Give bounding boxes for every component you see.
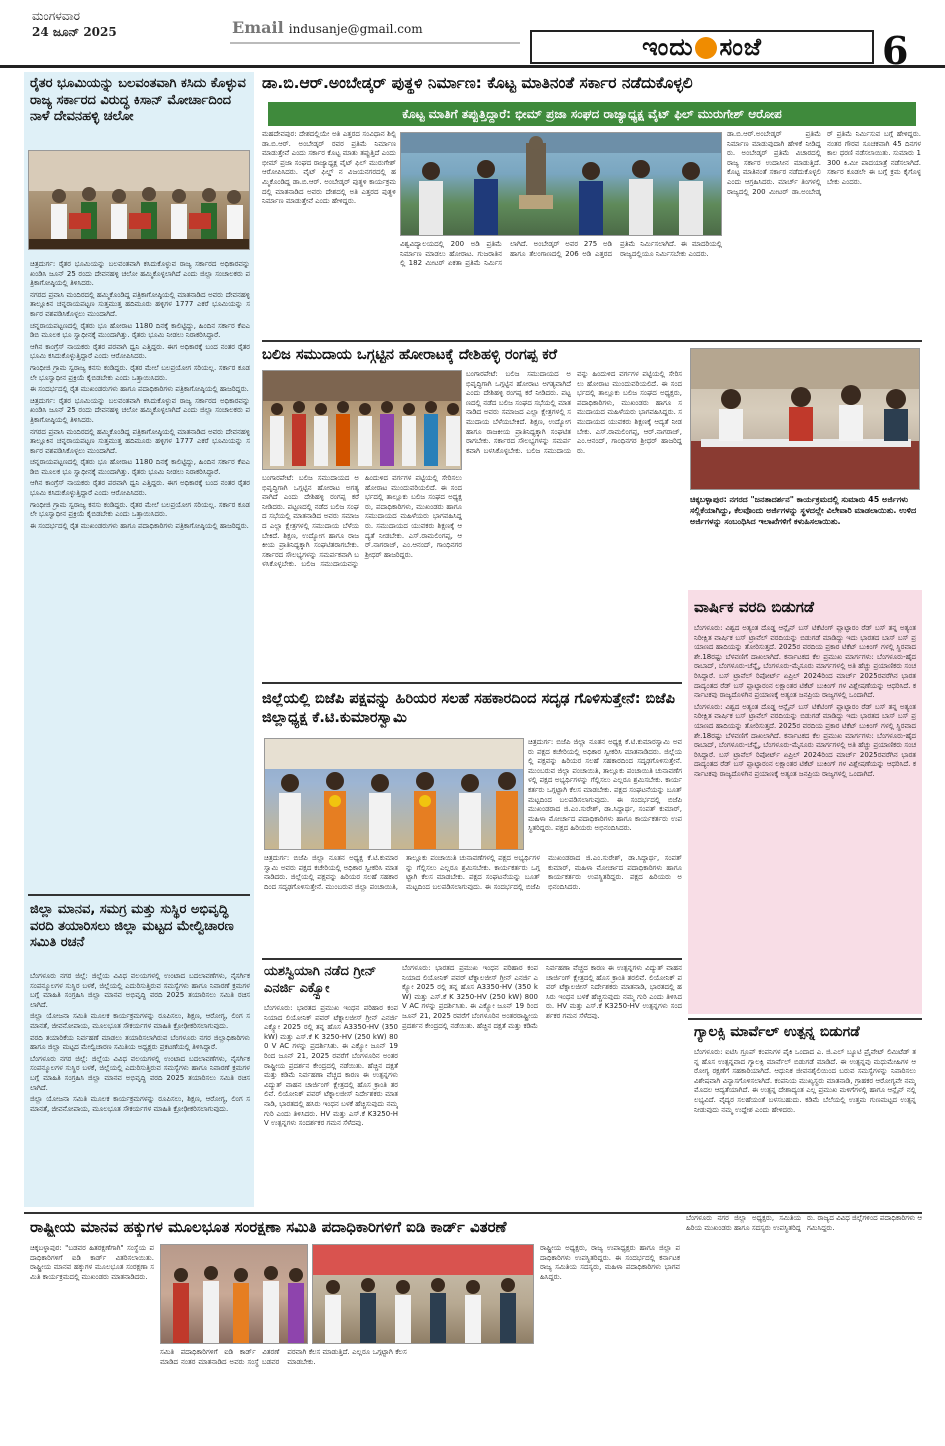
email-line	[232, 18, 423, 37]
story1-paragraph: ಚಿತ್ರದುರ್ಗ: ರೈತರ ಭೂಮಿಯನ್ನು ಬಲವಂತವಾಗಿ ಕಸಿದುಕೊಳ್ಳುವ ರಾಜ್ಯ ಸರ್ಕಾರದ ಅಧಿಕಾರವನ್ನು ಖಂಡಿಸಿ ಜೂನ್ 25 ರಂದು ದೇವನಹಳ್ಳಿ ಚಲೋ ಹಮ್ಮಿಕೊಳ್ಳಲಾಗಿದೆ ಎಂದು ಜಿಲ್ಲಾ ಸಂಚಾಲಕರು ಪತ್ರಿಕಾಗೋಷ್ಠಿಯಲ್ಲಿ ತಿಳಿಸಿದರು.	[30, 260, 250, 288]
story2-paragraph: ಬೆಂಗಳೂರು ನಗರ ಜಿಲ್ಲೆ: ಜಿಲ್ಲೆಯ ವಿವಿಧ ವಲಯಗಳಲ್ಲಿ ಉಂಟಾದ ಬದಲಾವಣೆಗಳು, ನೈಸರ್ಗಿಕ ಸಂಪನ್ಮೂಲಗಳ ಸುಸ್ಥಿರ ಬಳಕೆ, ಜಿಲ್ಲೆಯಲ್ಲಿ ಎದುರಿಸುತ್ತಿರುವ ಸಮಸ್ಯೆಗಳು ಹಾಗೂ ನಿವಾರಣೆ ಕ್ರಮಗಳ ಬಗ್ಗೆ ಮಾಹಿತಿ ಸಂಗ್ರಹಿಸಿ ಜಿಲ್ಲಾ ಮಾನವ ಅಭಿವೃದ್ಧಿ ವರದಿ 2025 ತಯಾರಿಸಲು ಸಮಿತಿ ರಚಿಸಲಾಗಿದೆ.	[30, 1054, 250, 1092]
story4-photo	[262, 370, 462, 470]
story1-paragraph: ಈ ಸಂದರ್ಭದಲ್ಲಿ ರೈತ ಮುಖಂಡರುಗಳು ಹಾಗೂ ಪದಾಧಿಕಾರಿಗಳು ಪತ್ರಿಕಾಗೋಷ್ಠಿಯಲ್ಲಿ ಹಾಜರಿದ್ದರು.	[30, 385, 249, 394]
story3-col3: ಡಾ.ಬಿ.ಆರ್.ಅಂಬೇಡ್ಕರ್ ಪ್ರತಿಮೆ ನಿರ್ಮಾಣ ಮಾಡುವುದಾಗಿ ಹೇಳಿಕೆ ನೀಡಿದ್ದರು. ಅಂಬೇಡ್ಕರ್ ಪ್ರತಿಮೆ ವಿಚಾರದಲ್ಲಿ ರಾಜ್ಯ ಸರ್ಕಾರ ಉದಾಸೀನ ಮಾಡುತ್ತಿದೆ. ಕೊಟ್ಟ ಮಾತಿನಂತೆ ಸರ್ಕಾರ ನಡೆದುಕೊಳ್ಳಲಿ ಎಂದು ಆಗ್ರಹಿಸಿದರು. ಮಾರ್ಚ್ ತಿಂಗಳಲ್ಲಿ ರಾಜ್ಯದಲ್ಲಿ 200 ಮೀಟರ್ ಡಾ.ಅಂಬೇಡ್ಕರ್ ಪ್ರತಿಮೆ ನಿರ್ಮಿಸುವ ಬಗ್ಗೆ ಹೇಳಿದ್ದರು. ನಂತರ ಗೌರವ ಸೂಚಕವಾಗಿ 45 ದಿನಗಳ ಕಾಲ ಧರಣಿ ನಡೆಸಲಾಯಿತು. ಸುಮಾರು 1300 ಕಿ.ಮೀ ಪಾದಯಾತ್ರೆ ನಡೆಸಲಾಗಿದೆ. ಸರ್ಕಾರ ಕೂಡಲೇ ಈ ಬಗ್ಗೆ ಕ್ರಮ ಕೈಗೊಳ್ಳಬೇಕು ಎಂದರು.	[727, 130, 921, 196]
logo-text-left: ಇಂದು	[642, 33, 694, 61]
story6-headline: ಜಿಲ್ಲೆಯಲ್ಲಿ ಬಿಜೆಪಿ ಪಕ್ಷವನ್ನು ಹಿರಿಯರ ಸಲಹೆ ಸಹಕಾರದಿಂದ ಸದೃಢ ಗೊಳಿಸುತ್ತೇನೆ: ಬಿಜೆಪಿ ಜಿಲ್ಲಾಧ್ಯಕ್ಷ ಕೆ.ಟಿ.ಕುಮಾರಸ್ವಾಮಿ	[262, 691, 675, 726]
story5-photo	[690, 348, 920, 490]
story3-col1: ಮಹದೇವಪುರ: ದೇಶದಲ್ಲಿಯೇ ಅತಿ ಎತ್ತರದ ಸಂವಿಧಾನ ಶಿಲ್ಪಿ ಡಾ.ಬಿ.ಆರ್. ಅಂಬೇಡ್ಕರ್ ರವರ ಪ್ರತಿಮೆ ನಿರ್ಮಾಣ ಮಾಡುತ್ತೇವೆ ಎಂದು ಸರ್ಕಾರ ಕೊಟ್ಟ ಮಾತು ತಪ್ಪುತ್ತಿದೆ ಎಂದು ಭೀಮ್ ಪ್ರಜಾ ಸಂಘದ ರಾಜ್ಯಾಧ್ಯಕ್ಷ ವೈಟ್ ಫಿಲ್ ಮುರುಗೇಶ್ ಆರೋಪಿಸಿದರು. ವೈಟ್ ಫಿಲ್ಡ್ ನ ವಿಜಯನಗರದಲ್ಲಿ ಹಮ್ಮಿಕೊಂಡಿದ್ದ ಡಾ.ಬಿ.ಆರ್. ಅಂಬೇಡ್ಕರ್ ಪುತ್ಥಳಿ ಕಾರ್ಯಕ್ರಮದಲ್ಲಿ ಮಾತನಾಡಿದ ಅವರು ದೇಶದಲ್ಲಿ ಅತಿ ಎತ್ತರದ ಪುತ್ಥಳಿ ನಿರ್ಮಾಣ ಮಾಡುತ್ತೇವೆ ಎಂದು ಹೇಳಿದ್ದರು.	[262, 130, 396, 206]
divider	[262, 340, 922, 342]
story8-headline: ವಾರ್ಷಿಕ ವರದಿ ಬಿಡುಗಡೆ	[694, 598, 815, 616]
divider	[688, 1018, 922, 1020]
email-address: indusanje@gmail.com	[288, 22, 423, 36]
story5-caption: ಚಿಕ್ಕಬಳ್ಳಾಪುರ: ನಗರದ "ಜನತಾದರ್ಶನ" ಕಾರ್ಯಕ್ರಮದಲ್ಲಿ ಸುಮಾರು 45 ಅರ್ಜಿಗಳು ಸಲ್ಲಿಕೆಯಾಗಿದ್ದು, ಕೆಲವೊಂದು ಅರ್ಜಿಗಳನ್ನು ಸ್ಥಳದಲ್ಲೇ ವಿಲೇವಾರಿ ಮಾಡಲಾಯಿತು. ಉಳಿದ ಅರ್ಜಿಗಳನ್ನು ಸಂಬಂಧಿಸಿದ ಇಲಾಖೆಗಳಿಗೆ ಕಳುಹಿಸಲಾಯಿತು.	[690, 495, 917, 526]
story6-body-bottom: ಚಿತ್ರದುರ್ಗ: ಬಿಜೆಪಿ ಜಿಲ್ಲಾ ನೂತನ ಅಧ್ಯಕ್ಷ ಕೆ.ಟಿ.ಕುಮಾರಸ್ವಾಮಿ ಅವರು ಪಕ್ಷದ ಕಚೇರಿಯಲ್ಲಿ ಅಧಿಕಾರ ಸ್ವೀಕರಿಸಿ ಮಾತನಾಡಿದರು. ಜಿಲ್ಲೆಯಲ್ಲಿ ಪಕ್ಷವನ್ನು ಹಿರಿಯರ ಸಲಹೆ ಸಹಕಾರದಿಂದ ಸದೃಢಗೊಳಿಸುತ್ತೇನೆ. ಮುಂಬರುವ ಜಿಲ್ಲಾ ಪಂಚಾಯಿತಿ, ತಾಲ್ಲೂಕು ಪಂಚಾಯಿತಿ ಚುನಾವಣೆಗಳಲ್ಲಿ ಪಕ್ಷದ ಅಭ್ಯರ್ಥಿಗಳನ್ನು ಗೆಲ್ಲಿಸಲು ಎಲ್ಲರೂ ಶ್ರಮಿಸಬೇಕು. ಕಾರ್ಯಕರ್ತರು ಒಗ್ಗಟ್ಟಾಗಿ ಕೆಲಸ ಮಾಡಬೇಕು. ಪಕ್ಷದ ಸಂಘಟನೆಯನ್ನು ಬೂತ್ ಮಟ್ಟದಿಂದ ಬಲಪಡಿಸಲಾಗುವುದು. ಈ ಸಂದರ್ಭದಲ್ಲಿ ಬಿಜೆಪಿ ಮುಖಂಡರಾದ ಜಿ.ಎಂ.ಸುರೇಶ್, ಡಾ.ಸಿದ್ದಾರ್ಥ, ಸಂಪತ್ ಕುಮಾರ್, ಮಹಿಳಾ ಮೋರ್ಚಾದ ಪದಾಧಿಕಾರಿಗಳು ಹಾಗೂ ಕಾರ್ಯಕರ್ತರು ಉಪಸ್ಥಿತರಿದ್ದರು. ಪಕ್ಷದ ಹಿರಿಯರು ಅಭಿನಂದಿಸಿದರು.	[264, 854, 682, 891]
story10-headline: ರಾಷ್ಟ್ರೀಯ ಮಾನವ ಹಕ್ಕುಗಳ ಮೂಲಭೂತ ಸಂರಕ್ಷಣಾ ಸಮಿತಿ ಪದಾಧಿಕಾರಿಗಳಿಗೆ ಐಡಿ ಕಾರ್ಡ್ ವಿತರಣೆ	[30, 1218, 507, 1236]
divider	[28, 894, 250, 896]
story8-body	[694, 624, 916, 1010]
story2-paragraph: ಜಿಲ್ಲಾ ಯೋಜನಾ ಸಮಿತಿ ಮೂಲಕ ಕಾರ್ಯಕ್ರಮಗಳನ್ನು ರೂಪಿಸಲು, ಶಿಕ್ಷಣ, ಆರೋಗ್ಯ, ಲಿಂಗ ಸಮಾನತೆ, ಜೀವನೋಪಾಯ, ಮೂಲಭೂತ ಸೌಕರ್ಯಗಳ ಮಾಹಿತಿ ಕ್ರೋಢೀಕರಿಸಲಾಗುವುದು.	[30, 1012, 250, 1030]
story1-paragraph: ಗಾಂಧೀಜಿ ಗ್ರಾಮ ಸ್ವರಾಜ್ಯ ಕನಸು ಕಂಡಿದ್ದರು. ರೈತರ ಮೇಲೆ ಬಲಪ್ರಯೋಗ ಸರಿಯಲ್ಲ. ಸರ್ಕಾರ ಕೂಡಲೇ ಭೂಸ್ವಾಧೀನ ಪ್ರಕ್ರಿಯೆ ಕೈಬಿಡಬೇಕು ಎಂದು ಒತ್ತಾಯಿಸಿದರು.	[30, 500, 250, 519]
sun-icon	[695, 37, 717, 59]
story10-photo2	[312, 1244, 534, 1344]
story10-col4: ಬೆಂಗಳೂರು ನಗರ ಜಿಲ್ಲಾ ಅಧ್ಯಕ್ಷರು, ಸಮಿತಿಯ ಹಿರಿಯ ಮುಖಂಡರು ಹಾಗೂ ಸದಸ್ಯರು ಉಪಸ್ಥಿತರಿದ್ದರು. ರಾಜ್ಯದ ವಿವಿಧ ಜಿಲ್ಲೆಗಳಿಂದ ಪದಾಧಿಕಾರಿಗಳು ಆಗಮಿಸಿದ್ದರು.	[686, 1214, 922, 1232]
story1-paragraph: ಗಾಂಧೀಜಿ ಗ್ರಾಮ ಸ್ವರಾಜ್ಯ ಕನಸು ಕಂಡಿದ್ದರು. ರೈತರ ಮೇಲೆ ಬಲಪ್ರಯೋಗ ಸರಿಯಲ್ಲ. ಸರ್ಕಾರ ಕೂಡಲೇ ಭೂಸ್ವಾಧೀನ ಪ್ರಕ್ರಿಯೆ ಕೈಬಿಡಬೇಕು ಎಂದು ಒತ್ತಾಯಿಸಿದರು.	[30, 363, 250, 382]
story1-paragraph: ಈ ಸಂದರ್ಭದಲ್ಲಿ ರೈತ ಮುಖಂಡರುಗಳು ಹಾಗೂ ಪದಾಧಿಕಾರಿಗಳು ಪತ್ರಿಕಾಗೋಷ್ಠಿಯಲ್ಲಿ ಹಾಜರಿದ್ದರು.	[30, 521, 249, 530]
logo-text-right: ಸಂಜೆ	[719, 33, 762, 61]
story3-under-photo: ವಿಶ್ವವಿದ್ಯಾಲಯದಲ್ಲಿ 200 ಅಡಿ ಪ್ರತಿಮೆ ನಿರ್ಮಾಣ ಮಾಡಲು ಹೋರಾಟ. ಗುಜರಾತಿನಲ್ಲಿ 182 ಮೀಟರ್ ಏಕತಾ ಪ್ರತಿಮೆ ನಿರ್ಮಿಸಲಾಗಿದೆ. ಅಂಬೇಡ್ಕರ್ ಅವರ 275 ಅಡಿ ಹಾಗೂ ತೆಲಂಗಾಣದಲ್ಲಿ 206 ಅಡಿ ಎತ್ತರದ ಪ್ರತಿಮೆ ನಿರ್ಮಿಸಲಾಗಿದೆ. ಈ ಮಾದರಿಯಲ್ಲಿ ರಾಜ್ಯದಲ್ಲಿಯೂ ನಿರ್ಮಿಸಬೇಕು ಎಂದರು.	[400, 240, 722, 268]
janata-darshan-photo-icon	[691, 349, 920, 490]
story8-paragraph: ಬೆಂಗಳೂರು: ವಿಶ್ವದ ಅತ್ಯಂತ ದೊಡ್ಡ ಆನ್ಲೈನ್ ಬಸ್ ಟಿಕೆಟಿಂಗ್ ಪ್ಲಾಟ್ಫಾರಂ ರೆಡ್ ಬಸ್ ತನ್ನ ಅತ್ಯಂತ ನಿರೀಕ್ಷಿತ ವಾರ್ಷಿಕ ಬಸ್ ಟ್ರಾವೆಲ್ ವರದಿಯನ್ನು ಬಿಡುಗಡೆ ಮಾಡಿದ್ದು ಇದು ಭಾರತದ ಬಾಸ್ ಬಸ್ ಪ್ರಯಾಣದ ಹಾದಿಯನ್ನು ತೋರಿಸುತ್ತದೆ. 2025ರ ವರದಿಯ ಪ್ರಕಾರ ಟಿಕೆಟ್ ಬುಕಿಂಗ್ ಗಳಲ್ಲಿ ಸ್ಥಿರವಾದ ಶೇ.18ರಷ್ಟು ಬೆಳವಣಿಗೆ ದಾಖಲಾಗಿದೆ. ಕರ್ನಾಟಕದ ಕೆಲ ಪ್ರಮುಖ ಮಾರ್ಗಗಳು: ಬೆಂಗಳೂರು-ಹೈದರಾಬಾದ್, ಬೆಂಗಳೂರು-ಚೆನ್ನೈ, ಬೆಂಗಳೂರು-ಮೈಸೂರು ಮಾರ್ಗಗಳಲ್ಲಿ ಅತಿ ಹೆಚ್ಚು ಪ್ರಯಾಣಿಕರು ಸಂಚರಿಸಿದ್ದಾರೆ. ಬಸ್ ಟ್ರಾವೆಲ್ ರಿಪೋರ್ಟ್ ಏಪ್ರಿಲ್ 2024ರಿಂದ ಮಾರ್ಚ್ 2025ರವರೆಗಿನ ಭಾರತದಾದ್ಯಂತದ ರೆಡ್ ಬಸ್ ಪ್ಲಾಟ್ಫಾರಂನ ಲಕ್ಷಾಂತರ ಟಿಕೆಟ್ ಬುಕಿಂಗ್ ಗಳ ವಿಶ್ಲೇಷಣೆಯನ್ನು ಆಧರಿಸಿದೆ. ಕರ್ನಾಟಕವು ರಾಜ್ಯದೊಳಗಿನ ಪ್ರಯಾಣಕ್ಕೆ ಅತ್ಯಂತ ಜನಪ್ರಿಯ ರಾಜ್ಯಗಳಲ್ಲಿ ಒಂದಾಗಿದೆ.	[694, 702, 916, 778]
divider	[262, 682, 682, 684]
id-card-group-photo-icon	[161, 1245, 308, 1344]
story6-photo	[264, 738, 524, 850]
story1-paragraph: ಆಗಿನ ಕಾಂಗ್ರೆಸ್ ನಾಯಕರು ರೈತರ ಪರವಾಗಿ ಧ್ವನಿ ಎತ್ತಿದ್ದರು. ಈಗ ಅಧಿಕಾರಕ್ಕೆ ಬಂದ ನಂತರ ರೈತರ ಭೂಮಿ ಕಸಿದುಕೊಳ್ಳುತ್ತಿದ್ದಾರೆ ಎಂದು ಆರೋಪಿಸಿದರು.	[30, 479, 250, 498]
story4-body-right: ಬಂಗಾರಪೇಟೆ: ಬಲಿಜ ಸಮುದಾಯದ ಅಭಿವೃದ್ಧಿಗಾಗಿ ಒಗ್ಗಟ್ಟಿನ ಹೋರಾಟ ಅಗತ್ಯವಾಗಿದೆ ಎಂದು ದೇಶಿಹಳ್ಳಿ ರಂಗಪ್ಪ ಕರೆ ನೀಡಿದರು. ಪಟ್ಟಣದಲ್ಲಿ ನಡೆದ ಬಲಿಜ ಸಂಘದ ಸಭೆಯಲ್ಲಿ ಮಾತನಾಡಿದ ಅವರು ಸಮಾಜದ ಎಲ್ಲಾ ಕ್ಷೇತ್ರಗಳಲ್ಲಿ ಸಮುದಾಯ ಬೆಳೆಯಬೇಕಿದೆ. ಶಿಕ್ಷಣ, ಉದ್ಯೋಗ ಹಾಗೂ ರಾಜಕೀಯ ಪ್ರಾತಿನಿಧ್ಯಕ್ಕಾಗಿ ಸಂಘಟಿತರಾಗಬೇಕು. ಸರ್ಕಾರದ ಸೌಲಭ್ಯಗಳನ್ನು ಸಮರ್ಪಕವಾಗಿ ಬಳಸಿಕೊಳ್ಳಬೇಕು. ಬಲಿಜ ಸಮುದಾಯವನ್ನು ಹಿಂದುಳಿದ ವರ್ಗಗಳ ಪಟ್ಟಿಯಲ್ಲಿ ಸೇರಿಸಲು ಹೋರಾಟ ಮುಂದುವರಿಯಲಿದೆ. ಈ ಸಂದರ್ಭದಲ್ಲಿ ತಾಲ್ಲೂಕು ಬಲಿಜ ಸಂಘದ ಅಧ್ಯಕ್ಷರು, ಪದಾಧಿಕಾರಿಗಳು, ಮುಖಂಡರು ಹಾಗೂ ಸಮುದಾಯದ ಮಹಿಳೆಯರು ಭಾಗವಹಿಸಿದ್ದರು. ಸಮುದಾಯದ ಯುವಕರು ಶಿಕ್ಷಣಕ್ಕೆ ಆದ್ಯತೆ ನೀಡಬೇಕು. ಎಸ್.ರಾಮಲಿಂಗಪ್ಪ, ಆರ್.ನಾಗರಾಜ್, ಎಂ.ಆನಂದ್, ಗಾಂಧಿನಗರ ಶ್ರೀಧರ್ ಹಾಜರಿದ್ದರು.	[466, 370, 682, 455]
story10-col1: ಚಿಕ್ಕಬಳ್ಳಾಪುರ: "ಬಡವರ ಹಿತರಕ್ಷಣೆಗಾಗಿ" ಸಂಸ್ಥೆಯ ಪದಾಧಿಕಾರಿಗಳಿಗೆ ಐಡಿ ಕಾರ್ಡ್ ವಿತರಿಸಲಾಯಿತು. ರಾಷ್ಟ್ರೀಯ ಮಾನವ ಹಕ್ಕುಗಳ ಮೂಲಭೂತ ಸಂರಕ್ಷಣಾ ಸಮಿತಿ ಕಾರ್ಯಕ್ರಮದಲ್ಲಿ ಮುಖಂಡರು ಮಾತನಾಡಿದರು.	[30, 1244, 154, 1281]
story1-headline: ರೈತರ ಭೂಮಿಯನ್ನು ಬಲವಂತವಾಗಿ ಕಸಿದು ಕೊಳ್ಳುವ ರಾಜ್ಯ ಸರ್ಕಾರದ ವಿರುದ್ಧ ಕಿಸಾನ್ ಮೋರ್ಚಾದಿಂದ ನಾಳೆ ದೇವನಹಳ್ಳಿ ಚಲೋ	[30, 76, 246, 125]
story2-body	[30, 972, 250, 1204]
story9-body: ಬೆಂಗಳೂರು: ಐಟಿಸಿ ಗ್ರೂಪ್ ಕಂಪನಿಗಳ ಪೈಕಿ ಒಂದಾದ ಎ. ಜಿ.ಎಲ್ ಬ್ಯೂಟಿ ಪ್ರೈವೇಟ್ ಲಿಮಿಟೆಡ್ ತನ್ನ ಹೊಸ ಉತ್ಪನ್ನವಾದ ಗ್ಯಾಲಕ್ಸಿ ಮಾರ್ವೆಲ್ ಬಿಡುಗಡೆ ಮಾಡಿದೆ. ಈ ಉತ್ಪನ್ನವು ಮಧುಮೇಹಿಗಳ ಆರೋಗ್ಯ ರಕ್ಷಣೆಗೆ ಸಹಕಾರಿಯಾಗಿದೆ. ಆಧುನಿಕ ಜೀವನಶೈಲಿಯಿಂದ ಬರುವ ಸಮಸ್ಯೆಗಳನ್ನು ನಿವಾರಿಸಲು ವಿಶೇಷವಾಗಿ ವಿನ್ಯಾಸಗೊಳಿಸಲಾಗಿದೆ. ಕಂಪನಿಯ ಮುಖ್ಯಸ್ಥರು ಮಾತನಾಡಿ, ಗ್ರಾಹಕರ ಆರೋಗ್ಯವೇ ನಮ್ಮ ಮೊದಲ ಆದ್ಯತೆಯಾಗಿದೆ. ಈ ಉತ್ಪನ್ನ ದೇಶಾದ್ಯಂತ ಎಲ್ಲ ಪ್ರಮುಖ ಮಳಿಗೆಗಳಲ್ಲಿ ಹಾಗೂ ಆನ್ಲೈನ್ ನಲ್ಲಿ ಲಭ್ಯವಿದೆ. ವೈದ್ಯರ ಸಲಹೆಯಂತೆ ಬಳಸಬಹುದು. ಕಡಿಮೆ ಬೆಲೆಯಲ್ಲಿ ಉತ್ತಮ ಗುಣಮಟ್ಟದ ಉತ್ಪನ್ನ ನೀಡುವುದು ನಮ್ಮ ಉದ್ದೇಶ ಎಂದು ಹೇಳಿದರು.	[694, 1048, 916, 1114]
story3-headline: ಡಾ.ಬಿ.ಆರ್.ಅಂಬೇಡ್ಕರ್ ಪುತ್ಥಳಿ ನಿರ್ಮಾಣ: ಕೊಟ್ಟ ಮಾತಿನಂತೆ ಸರ್ಕಾರ ನಡೆದುಕೊಳ್ಳಲಿ	[262, 74, 693, 92]
story1-paragraph: ಆಗಿನ ಕಾಂಗ್ರೆಸ್ ನಾಯಕರು ರೈತರ ಪರವಾಗಿ ಧ್ವನಿ ಎತ್ತಿದ್ದರು. ಈಗ ಅಧಿಕಾರಕ್ಕೆ ಬಂದ ನಂತರ ರೈತರ ಭೂಮಿ ಕಸಿದುಕೊಳ್ಳುತ್ತಿದ್ದಾರೆ ಎಂದು ಆರೋಪಿಸಿದರು.	[30, 342, 250, 361]
story1-paragraph: ಚಿತ್ರದುರ್ಗ: ರೈತರ ಭೂಮಿಯನ್ನು ಬಲವಂತವಾಗಿ ಕಸಿದುಕೊಳ್ಳುವ ರಾಜ್ಯ ಸರ್ಕಾರದ ಅಧಿಕಾರವನ್ನು ಖಂಡಿಸಿ ಜೂನ್ 25 ರಂದು ದೇವನಹಳ್ಳಿ ಚಲೋ ಹಮ್ಮಿಕೊಳ್ಳಲಾಗಿದೆ ಎಂದು ಜಿಲ್ಲಾ ಸಂಚಾಲಕರು ಪತ್ರಿಕಾಗೋಷ್ಠಿಯಲ್ಲಿ ತಿಳಿಸಿದರು.	[30, 396, 250, 424]
divider	[262, 958, 682, 960]
story1-photo	[28, 150, 250, 250]
story4-body-left: ಬಂಗಾರಪೇಟೆ: ಬಲಿಜ ಸಮುದಾಯದ ಅಭಿವೃದ್ಧಿಗಾಗಿ ಒಗ್ಗಟ್ಟಿನ ಹೋರಾಟ ಅಗತ್ಯವಾಗಿದೆ ಎಂದು ದೇಶಿಹಳ್ಳಿ ರಂಗಪ್ಪ ಕರೆ ನೀಡಿದರು. ಪಟ್ಟಣದಲ್ಲಿ ನಡೆದ ಬಲಿಜ ಸಂಘದ ಸಭೆಯಲ್ಲಿ ಮಾತನಾಡಿದ ಅವರು ಸಮಾಜದ ಎಲ್ಲಾ ಕ್ಷೇತ್ರಗಳಲ್ಲಿ ಸಮುದಾಯ ಬೆಳೆಯಬೇಕಿದೆ. ಶಿಕ್ಷಣ, ಉದ್ಯೋಗ ಹಾಗೂ ರಾಜಕೀಯ ಪ್ರಾತಿನಿಧ್ಯಕ್ಕಾಗಿ ಸಂಘಟಿತರಾಗಬೇಕು. ಸರ್ಕಾರದ ಸೌಲಭ್ಯಗಳನ್ನು ಸಮರ್ಪಕವಾಗಿ ಬಳಸಿಕೊಳ್ಳಬೇಕು. ಬಲಿಜ ಸಮುದಾಯವನ್ನು ಹಿಂದುಳಿದ ವರ್ಗಗಳ ಪಟ್ಟಿಯಲ್ಲಿ ಸೇರಿಸಲು ಹೋರಾಟ ಮುಂದುವರಿಯಲಿದೆ. ಈ ಸಂದರ್ಭದಲ್ಲಿ ತಾಲ್ಲೂಕು ಬಲಿಜ ಸಂಘದ ಅಧ್ಯಕ್ಷರು, ಪದಾಧಿಕಾರಿಗಳು, ಮುಖಂಡರು ಹಾಗೂ ಸಮುದಾಯದ ಮಹಿಳೆಯರು ಭಾಗವಹಿಸಿದ್ದರು. ಸಮುದಾಯದ ಯುವಕರು ಶಿಕ್ಷಣಕ್ಕೆ ಆದ್ಯತೆ ನೀಡಬೇಕು. ಎಸ್.ರಾಮಲಿಂಗಪ್ಪ, ಆರ್.ನಾಗರಾಜ್, ಎಂ.ಆನಂದ್, ಗಾಂಧಿನಗರ ಶ್ರೀಧರ್ ಹಾಜರಿದ್ದರು.	[262, 474, 462, 569]
story1-body	[30, 260, 250, 888]
story10-photo1	[160, 1244, 308, 1344]
bjp-felicitation-photo-icon	[265, 739, 524, 850]
story2-paragraph: ಬೆಂಗಳೂರು ನಗರ ಜಿಲ್ಲೆ: ಜಿಲ್ಲೆಯ ವಿವಿಧ ವಲಯಗಳಲ್ಲಿ ಉಂಟಾದ ಬದಲಾವಣೆಗಳು, ನೈಸರ್ಗಿಕ ಸಂಪನ್ಮೂಲಗಳ ಸುಸ್ಥಿರ ಬಳಕೆ, ಜಿಲ್ಲೆಯಲ್ಲಿ ಎದುರಿಸುತ್ತಿರುವ ಸಮಸ್ಯೆಗಳು ಹಾಗೂ ನಿವಾರಣೆ ಕ್ರಮಗಳ ಬಗ್ಗೆ ಮಾಹಿತಿ ಸಂಗ್ರಹಿಸಿ ಜಿಲ್ಲಾ ಮಾನವ ಅಭಿವೃದ್ಧಿ ವರದಿ 2025 ತಯಾರಿಸಲು ಸಮಿತಿ ರಚಿಸಲಾಗಿದೆ.	[30, 972, 250, 1009]
story7-headline: ಯಶಸ್ವಿಯಾಗಿ ನಡೆದ ಗ್ರೀನ್ ಎನರ್ಜಿ ಎಕ್ಸ್ಪೋ	[264, 964, 377, 996]
dateline	[32, 8, 117, 40]
story1-paragraph: ಚನ್ನರಾಯಪಟ್ಟಣದಲ್ಲಿ ರೈತರು ಭೂ ಹೋರಾಟ 1180 ದಿನಕ್ಕೆ ಕಾಲಿಟ್ಟಿದ್ದು, ಹಿಂದಿನ ಸರ್ಕಾರ ಕೆಐಎಡಿಬಿ ಮೂಲಕ ಭೂ ಸ್ವಾಧೀನಕ್ಕೆ ಮುಂದಾಗಿತ್ತು. ರೈತರು ಭೂಮಿ ನೀಡಲು ನಿರಾಕರಿಸಿದ್ದಾರೆ.	[30, 458, 250, 476]
story7-body-left: ಬೆಂಗಳೂರು: ಭಾರತದ ಪ್ರಮುಖ ಇಂಧನ ಪರಿಹಾರ ಕಂಪನಿಯಾದ ಲಿಯೋನಿಕ್ ಪವರ್ ಟೆಕ್ನಾಲಜೀಸ್ ಗ್ರೀನ್ ಎನರ್ಜಿ ಎಕ್ಸ್ಪೋ 2025 ರಲ್ಲಿ ತನ್ನ ಹೊಸ A3350-HV (350 kW) ಮತ್ತು ಎಸ್.ಕೆ K 3250-HV (250 kW) 800 V AC ಗಳನ್ನು ಪ್ರದರ್ಶಿಸಿತು. ಈ ಎಕ್ಸ್ಪೋ ಜೂನ್ 19 ರಿಂದ ಜೂನ್ 21, 2025 ರವರೆಗೆ ಬೆಂಗಳೂರಿನ ಅಂತರರಾಷ್ಟ್ರೀಯ ಪ್ರದರ್ಶನ ಕೇಂದ್ರದಲ್ಲಿ ನಡೆಯಿತು. ಹೆಚ್ಚಿನ ದಕ್ಷತೆ ಮತ್ತು ಕಡಿಮೆ ನಿರ್ವಹಣಾ ವೆಚ್ಚದ ಕಾರಣ ಈ ಉತ್ಪನ್ನಗಳು ವಿದ್ಯುತ್ ವಾಹನ ಚಾರ್ಜಿಂಗ್ ಕ್ಷೇತ್ರದಲ್ಲಿ ಹೊಸ ಕ್ರಾಂತಿ ತರಲಿವೆ. ಲಿಯೋನಿಕ್ ಪವರ್ ಟೆಕ್ನಾಲಜೀಸ್ ನಿರ್ದೇಶಕರು ಮಾತನಾಡಿ, ಭಾರತದಲ್ಲಿ ಹಸಿರು ಇಂಧನ ಬಳಕೆ ಹೆಚ್ಚಿಸುವುದು ನಮ್ಮ ಗುರಿ ಎಂದು ತಿಳಿಸಿದರು. HV ಮತ್ತು ಎಸ್.ಕೆ K3250-HV ಉತ್ಪನ್ನಗಳು ಸಂದರ್ಶಕರ ಗಮನ ಸೆಳೆದವು.	[264, 1004, 398, 1128]
story1-paragraph: ಚನ್ನರಾಯಪಟ್ಟಣದಲ್ಲಿ ರೈತರು ಭೂ ಹೋರಾಟ 1180 ದಿನಕ್ಕೆ ಕಾಲಿಟ್ಟಿದ್ದು, ಹಿಂದಿನ ಸರ್ಕಾರ ಕೆಐಎಡಿಬಿ ಮೂಲಕ ಭೂ ಸ್ವಾಧೀನಕ್ಕೆ ಮುಂದಾಗಿತ್ತು. ರೈತರು ಭೂಮಿ ನೀಡಲು ನಿರಾಕರಿಸಿದ್ದಾರೆ.	[30, 321, 250, 340]
story2-paragraph: ಜಿಲ್ಲಾ ಯೋಜನಾ ಸಮಿತಿ ಮೂಲಕ ಕಾರ್ಯಕ್ರಮಗಳನ್ನು ರೂಪಿಸಲು, ಶಿಕ್ಷಣ, ಆರೋಗ್ಯ, ಲಿಂಗ ಸಮಾನತೆ, ಜೀವನೋಪಾಯ, ಮೂಲಭೂತ ಸೌಕರ್ಯಗಳ ಮಾಹಿತಿ ಕ್ರೋಢೀಕರಿಸಲಾಗುವುದು.	[30, 1095, 250, 1113]
statue-event-photo-icon	[401, 133, 722, 236]
story4-headline: ಬಲಿಜ ಸಮುದಾಯ ಒಗ್ಗಟ್ಟಿನ ಹೋರಾಟಕ್ಕೆ ದೇಶಿಹಳ್ಳಿ ರಂಗಪ್ಪ ಕರೆ	[262, 347, 558, 363]
day-label: ಮಂಗಳವಾರ	[32, 9, 81, 23]
story10-col3: ರಾಷ್ಟ್ರೀಯ ಅಧ್ಯಕ್ಷರು, ರಾಜ್ಯ ಉಪಾಧ್ಯಕ್ಷರು ಹಾಗೂ ಜಿಲ್ಲಾ ಪದಾಧಿಕಾರಿಗಳು ಉಪಸ್ಥಿತರಿದ್ದರು. ಈ ಸಂದರ್ಭದಲ್ಲಿ ಕರ್ನಾಟಕ ರಾಜ್ಯ ಸಮಿತಿಯ ಸದಸ್ಯರು, ಮಹಿಳಾ ಪದಾಧಿಕಾರಿಗಳು ಭಾಗವಹಿಸಿದ್ದರು.	[540, 1244, 680, 1281]
story1-paragraph: ನಗರದ ಪ್ರವಾಸಿ ಮಂದಿರದಲ್ಲಿ ಹಮ್ಮಿಕೊಂಡಿದ್ದ ಪತ್ರಿಕಾಗೋಷ್ಠಿಯಲ್ಲಿ ಮಾತನಾಡಿದ ಅವರು ದೇವನಹಳ್ಳಿ ತಾಲ್ಲೂಕಿನ ಚನ್ನರಾಯಪಟ್ಟಣ ಸುತ್ತಮುತ್ತ ಹದಿಮೂರು ಹಳ್ಳಿಗಳ 1777 ಎಕರೆ ಭೂಮಿಯನ್ನು ಸರ್ಕಾರ ವಶಪಡಿಸಿಕೊಳ್ಳಲು ಮುಂದಾಗಿದೆ.	[30, 427, 250, 455]
community-group-photo-icon	[263, 371, 462, 470]
story3-subhead: ಕೊಟ್ಟ ಮಾತಿಗೆ ತಪ್ಪುತ್ತಿದ್ದಾರೆ: ಭೀಮ್ ಪ್ರಜಾ ಸಂಘದ ರಾಜ್ಯಾಧ್ಯಕ್ಷ ವೈಟ್ ಫಿಲ್ ಮುರುಗೇಶ್ ಆರೋಪ	[268, 102, 916, 126]
date-label: 24 ಜೂನ್ 2025	[32, 25, 117, 39]
masthead	[0, 0, 945, 73]
newspaper-logo	[530, 30, 874, 64]
story2-headline: ಜಿಲ್ಲಾ ಮಾನವ, ಸಮಗ್ರ ಮತ್ತು ಸುಸ್ಥಿರ ಅಭಿವೃದ್ಧಿ ವರದಿ ತಯಾರಿಸಲು ಜಿಲ್ಲಾ ಮಟ್ಟದ ಮೇಲ್ವಿಚಾರಣ ಸಮಿತಿ ರಚನೆ	[30, 902, 234, 951]
story3-photo	[400, 132, 722, 236]
email-label: Email	[232, 18, 284, 37]
story6-body-right: ಚಿತ್ರದುರ್ಗ: ಬಿಜೆಪಿ ಜಿಲ್ಲಾ ನೂತನ ಅಧ್ಯಕ್ಷ ಕೆ.ಟಿ.ಕುಮಾರಸ್ವಾಮಿ ಅವರು ಪಕ್ಷದ ಕಚೇರಿಯಲ್ಲಿ ಅಧಿಕಾರ ಸ್ವೀಕರಿಸಿ ಮಾತನಾಡಿದರು. ಜಿಲ್ಲೆಯಲ್ಲಿ ಪಕ್ಷವನ್ನು ಹಿರಿಯರ ಸಲಹೆ ಸಹಕಾರದಿಂದ ಸದೃಢಗೊಳಿಸುತ್ತೇನೆ. ಮುಂಬರುವ ಜಿಲ್ಲಾ ಪಂಚಾಯಿತಿ, ತಾಲ್ಲೂಕು ಪಂಚಾಯಿತಿ ಚುನಾವಣೆಗಳಲ್ಲಿ ಪಕ್ಷದ ಅಭ್ಯರ್ಥಿಗಳನ್ನು ಗೆಲ್ಲಿಸಲು ಎಲ್ಲರೂ ಶ್ರಮಿಸಬೇಕು. ಕಾರ್ಯಕರ್ತರು ಒಗ್ಗಟ್ಟಾಗಿ ಕೆಲಸ ಮಾಡಬೇಕು. ಪಕ್ಷದ ಸಂಘಟನೆಯನ್ನು ಬೂತ್ ಮಟ್ಟದಿಂದ ಬಲಪಡಿಸಲಾಗುವುದು. ಈ ಸಂದರ್ಭದಲ್ಲಿ ಬಿಜೆಪಿ ಮುಖಂಡರಾದ ಜಿ.ಎಂ.ಸುರೇಶ್, ಡಾ.ಸಿದ್ದಾರ್ಥ, ಸಂಪತ್ ಕುಮಾರ್, ಮಹಿಳಾ ಮೋರ್ಚಾದ ಪದಾಧಿಕಾರಿಗಳು ಹಾಗೂ ಕಾರ್ಯಕರ್ತರು ಉಪಸ್ಥಿತರಿದ್ದರು. ಪಕ್ಷದ ಹಿರಿಯರು ಅಭಿನಂದಿಸಿದರು.	[528, 738, 682, 833]
story9-headline: ಗ್ಯಾಲಕ್ಸಿ ಮಾರ್ವೆಲ್ ಉತ್ಪನ್ನ ಬಿಡುಗಡೆ	[694, 1024, 860, 1040]
story2-paragraph: ವರದಿ ತಯಾರಿಕೆಯ ನಿರ್ವಹಣೆ ಮಾಡಲು ತಯಾರಿಸಲಾಗಿರುವ ಬೆಂಗಳೂರು ನಗರ ಜಿಲ್ಲಾಧಿಕಾರಿಗಳು ಹಾಗೂ ಜಿಲ್ಲಾ ಮಟ್ಟದ ಮೇಲ್ವಿಚಾರಣ ಸಮಿತಿಯ ಅಧ್ಯಕ್ಷರು ಪ್ರಕಟಣೆಯಲ್ಲಿ ತಿಳಿಸಿದ್ದಾರೆ.	[30, 1033, 250, 1052]
story8-paragraph: ಬೆಂಗಳೂರು: ವಿಶ್ವದ ಅತ್ಯಂತ ದೊಡ್ಡ ಆನ್ಲೈನ್ ಬಸ್ ಟಿಕೆಟಿಂಗ್ ಪ್ಲಾಟ್ಫಾರಂ ರೆಡ್ ಬಸ್ ತನ್ನ ಅತ್ಯಂತ ನಿರೀಕ್ಷಿತ ವಾರ್ಷಿಕ ಬಸ್ ಟ್ರಾವೆಲ್ ವರದಿಯನ್ನು ಬಿಡುಗಡೆ ಮಾಡಿದ್ದು ಇದು ಭಾರತದ ಬಾಸ್ ಬಸ್ ಪ್ರಯಾಣದ ಹಾದಿಯನ್ನು ತೋರಿಸುತ್ತದೆ. 2025ರ ವರದಿಯ ಪ್ರಕಾರ ಟಿಕೆಟ್ ಬುಕಿಂಗ್ ಗಳಲ್ಲಿ ಸ್ಥಿರವಾದ ಶೇ.18ರಷ್ಟು ಬೆಳವಣಿಗೆ ದಾಖಲಾಗಿದೆ. ಕರ್ನಾಟಕದ ಕೆಲ ಪ್ರಮುಖ ಮಾರ್ಗಗಳು: ಬೆಂಗಳೂರು-ಹೈದರಾಬಾದ್, ಬೆಂಗಳೂರು-ಚೆನ್ನೈ, ಬೆಂಗಳೂರು-ಮೈಸೂರು ಮಾರ್ಗಗಳಲ್ಲಿ ಅತಿ ಹೆಚ್ಚು ಪ್ರಯಾಣಿಕರು ಸಂಚರಿಸಿದ್ದಾರೆ. ಬಸ್ ಟ್ರಾವೆಲ್ ರಿಪೋರ್ಟ್ ಏಪ್ರಿಲ್ 2024ರಿಂದ ಮಾರ್ಚ್ 2025ರವರೆಗಿನ ಭಾರತದಾದ್ಯಂತದ ರೆಡ್ ಬಸ್ ಪ್ಲಾಟ್ಫಾರಂನ ಲಕ್ಷಾಂತರ ಟಿಕೆಟ್ ಬುಕಿಂಗ್ ಗಳ ವಿಶ್ಲೇಷಣೆಯನ್ನು ಆಧರಿಸಿದೆ. ಕರ್ನಾಟಕವು ರಾಜ್ಯದೊಳಗಿನ ಪ್ರಯಾಣಕ್ಕೆ ಅತ್ಯಂತ ಜನಪ್ರಿಯ ರಾಜ್ಯಗಳಲ್ಲಿ ಒಂದಾಗಿದೆ.	[694, 624, 916, 700]
story1-paragraph: ನಗರದ ಪ್ರವಾಸಿ ಮಂದಿರದಲ್ಲಿ ಹಮ್ಮಿಕೊಂಡಿದ್ದ ಪತ್ರಿಕಾಗೋಷ್ಠಿಯಲ್ಲಿ ಮಾತನಾಡಿದ ಅವರು ದೇವನಹಳ್ಳಿ ತಾಲ್ಲೂಕಿನ ಚನ್ನರಾಯಪಟ್ಟಣ ಸುತ್ತಮುತ್ತ ಹದಿಮೂರು ಹಳ್ಳಿಗಳ 1777 ಎಕರೆ ಭೂಮಿಯನ್ನು ಸರ್ಕಾರ ವಶಪಡಿಸಿಕೊಳ್ಳಲು ಮುಂದಾಗಿದೆ.	[30, 290, 250, 318]
stage-event-photo-icon	[313, 1245, 534, 1344]
masthead-rule	[230, 42, 520, 44]
group-press-photo-icon	[29, 151, 250, 250]
story7-body-right: ಬೆಂಗಳೂರು: ಭಾರತದ ಪ್ರಮುಖ ಇಂಧನ ಪರಿಹಾರ ಕಂಪನಿಯಾದ ಲಿಯೋನಿಕ್ ಪವರ್ ಟೆಕ್ನಾಲಜೀಸ್ ಗ್ರೀನ್ ಎನರ್ಜಿ ಎಕ್ಸ್ಪೋ 2025 ರಲ್ಲಿ ತನ್ನ ಹೊಸ A3350-HV (350 kW) ಮತ್ತು ಎಸ್.ಕೆ K 3250-HV (250 kW) 800 V AC ಗಳನ್ನು ಪ್ರದರ್ಶಿಸಿತು. ಈ ಎಕ್ಸ್ಪೋ ಜೂನ್ 19 ರಿಂದ ಜೂನ್ 21, 2025 ರವರೆಗೆ ಬೆಂಗಳೂರಿನ ಅಂತರರಾಷ್ಟ್ರೀಯ ಪ್ರದರ್ಶನ ಕೇಂದ್ರದಲ್ಲಿ ನಡೆಯಿತು. ಹೆಚ್ಚಿನ ದಕ್ಷತೆ ಮತ್ತು ಕಡಿಮೆ ನಿರ್ವಹಣಾ ವೆಚ್ಚದ ಕಾರಣ ಈ ಉತ್ಪನ್ನಗಳು ವಿದ್ಯುತ್ ವಾಹನ ಚಾರ್ಜಿಂಗ್ ಕ್ಷೇತ್ರದಲ್ಲಿ ಹೊಸ ಕ್ರಾಂತಿ ತರಲಿವೆ. ಲಿಯೋನಿಕ್ ಪವರ್ ಟೆಕ್ನಾಲಜೀಸ್ ನಿರ್ದೇಶಕರು ಮಾತನಾಡಿ, ಭಾರತದಲ್ಲಿ ಹಸಿರು ಇಂಧನ ಬಳಕೆ ಹೆಚ್ಚಿಸುವುದು ನಮ್ಮ ಗುರಿ ಎಂದು ತಿಳಿಸಿದರು. HV ಮತ್ತು ಎಸ್.ಕೆ K3250-HV ಉತ್ಪನ್ನಗಳು ಸಂದರ್ಶಕರ ಗಮನ ಸೆಳೆದವು.	[402, 964, 682, 1030]
page-number: 6	[882, 28, 909, 73]
story10-col2: ಸಮಿತಿ ಪದಾಧಿಕಾರಿಗಳಿಗೆ ಐಡಿ ಕಾರ್ಡ್ ವಿತರಣೆ ಮಾಡಿದ ನಂತರ ಮಾತನಾಡಿದ ಅವರು ಸಂಸ್ಥೆ ಬಡವರ ಪರವಾಗಿ ಕೆಲಸ ಮಾಡುತ್ತಿದೆ. ಎಲ್ಲರೂ ಒಗ್ಗಟ್ಟಾಗಿ ಕೆಲಸ ಮಾಡಬೇಕು.	[160, 1348, 407, 1366]
